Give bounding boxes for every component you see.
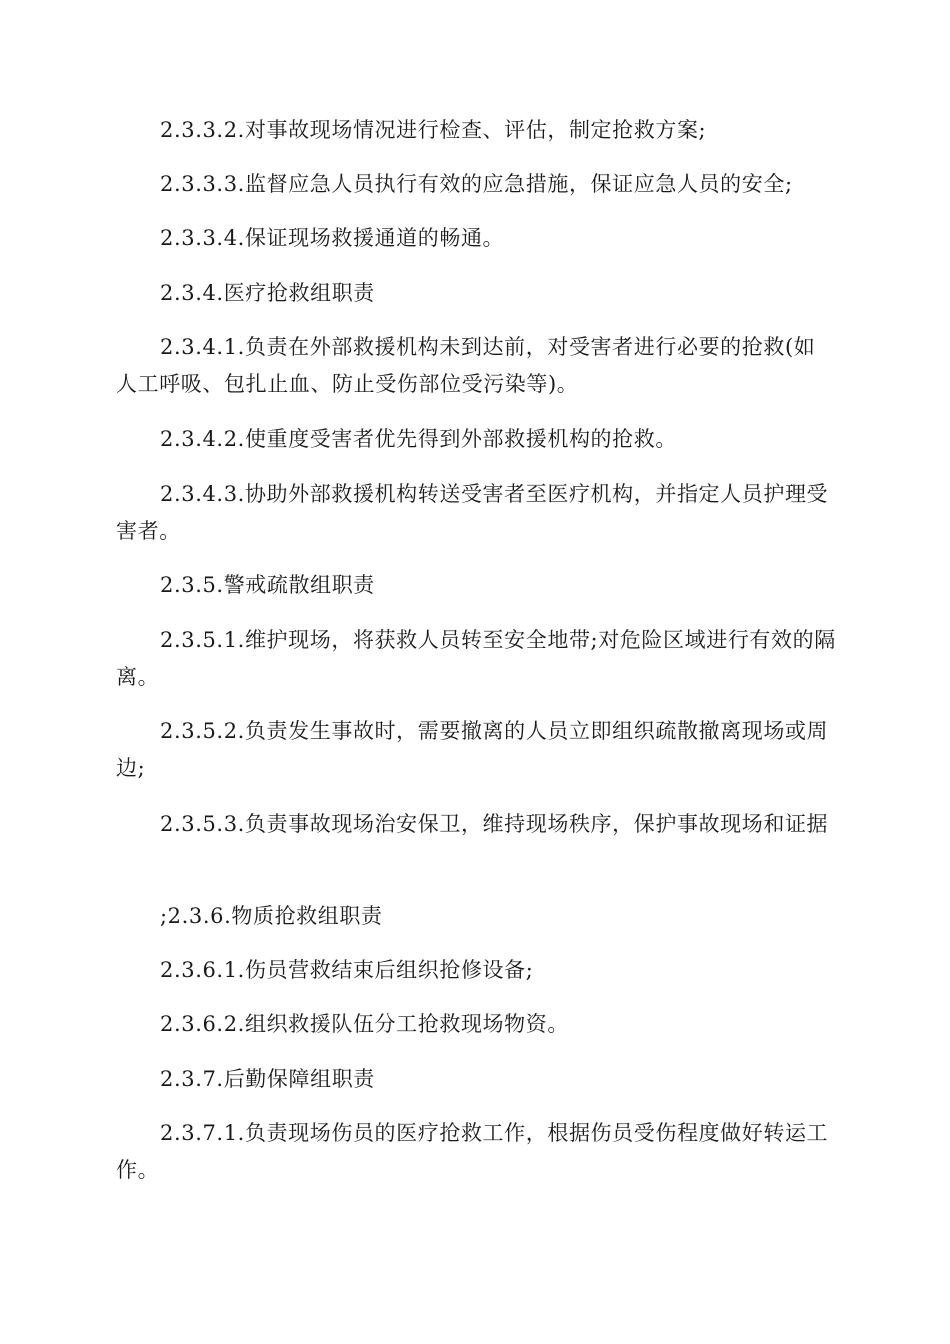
section-heading-2-3-5: 2.3.5.警戒疏散组职责 xyxy=(160,573,375,597)
paragraph-2-3-6-1: 2.3.6.1.伤员营救结束后组织抢修设备; xyxy=(160,958,534,982)
paragraph-2-3-3-2: 2.3.3.2.对事故现场情况进行检查、评估，制定抢救方案; xyxy=(160,118,707,142)
paragraph-2-3-7-1: 2.3.7.1.负责现场伤员的医疗抢救工作，根据伤员受伤程度做好转运工作。 xyxy=(116,1121,829,1182)
paragraph-2-3-5-3: 2.3.5.3.负责事故现场治安保卫，维持现场秩序，保护事故现场和证据 xyxy=(160,812,829,836)
paragraph-2-3-6-2: 2.3.6.2.组织救援队伍分工抢救现场物资。 xyxy=(160,1012,569,1036)
section-heading-2-3-7: 2.3.7.后勤保障组职责 xyxy=(160,1067,375,1091)
paragraph-2-3-4-1: 2.3.4.1.负责在外部救援机构未到达前，对受害者进行必要的抢救(如人工呼吸、包扎止血、防止受伤部位受污染等)。 xyxy=(116,335,816,396)
paragraph-2-3-4-2: 2.3.4.2.使重度受害者优先得到外部救援机构的抢救。 xyxy=(160,427,677,451)
paragraph-2-3-3-4: 2.3.3.4.保证现场救援通道的畅通。 xyxy=(160,226,505,250)
section-heading-2-3-6: ;2.3.6.物质抢救组职责 xyxy=(160,904,383,928)
paragraph-2-3-4-3: 2.3.4.3.协助外部救援机构转送受害者至医疗机构，并指定人员护理受害者。 xyxy=(116,482,829,543)
paragraph-2-3-5-1: 2.3.5.1.维护现场，将获救人员转至安全地带;对危险区域进行有效的隔离。 xyxy=(116,628,836,689)
paragraph-2-3-5-2: 2.3.5.2.负责发生事故时，需要撤离的人员立即组织疏散撤离现场或周边; xyxy=(116,719,829,780)
paragraph-2-3-3-3: 2.3.3.3.监督应急人员执行有效的应急措施，保证应急人员的安全; xyxy=(160,172,793,196)
section-heading-2-3-4: 2.3.4.医疗抢救组职责 xyxy=(160,281,375,305)
